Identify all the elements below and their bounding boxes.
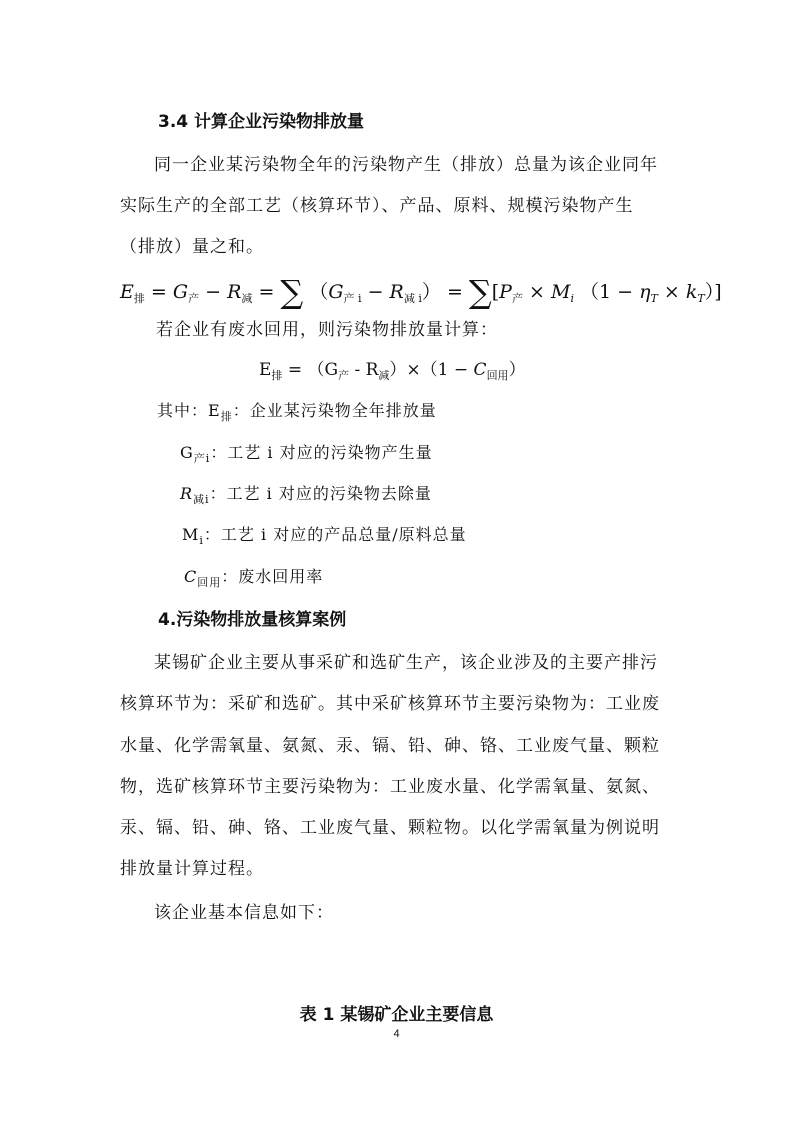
paragraph-line: 汞、镉、铅、砷、铬、工业废气量、颗粒物。以化学需氧量为例说明 [120, 818, 660, 838]
section-heading-3-4: 3.4 计算企业污染物排放量 [158, 112, 365, 132]
paragraph-line: 核算环节为：采矿和选矿。其中采矿核算环节主要污染物为：工业废 [120, 694, 660, 714]
paragraph-line: 排放量计算过程。 [120, 859, 264, 879]
paragraph-line: 同一企业某污染物全年的污染物产生（排放）总量为该企业同年 [154, 155, 658, 175]
emission-formula: $E_排 = G_产 - R_减$ = ∑ $(G_{产 i} - R_{减 i}) = \sum[P_产 \times M_i$ $(1 - \eta_T \times k_T)$] [120, 273, 722, 311]
section-heading-4: 4.污染物排放量核算案例 [158, 610, 347, 630]
page-number: 4 [393, 1028, 400, 1040]
definition-e: 其中：$E_排$：企业某污染物全年排放量 [157, 401, 437, 423]
paragraph-line: 水量、化学需氧量、氨氮、汞、镉、铅、砷、铬、工业废气量、颗粒 [120, 736, 660, 756]
info-intro: 该企业基本信息如下： [154, 903, 334, 923]
paragraph-line: （排放）量之和。 [120, 237, 264, 257]
reuse-formula: $E_排 = (G_产 - R_减)\times(1 - C_{回用})$ [259, 360, 526, 382]
definition-m: $M_i$：工艺 i 对应的产品总量/原料总量 [182, 525, 467, 547]
table-caption: 表 1 某锡矿企业主要信息 [299, 1005, 494, 1025]
paragraph-line: 某锡矿企业主要从事采矿和选矿生产，该企业涉及的主要产排污 [154, 653, 658, 673]
paragraph-line: 实际生产的全部工艺（核算环节）、产品、原料、规模污染物产生 [120, 196, 634, 216]
paragraph-line: 物，选矿核算环节主要污染物为：工业废水量、化学需氧量、氨氮、 [120, 777, 660, 797]
definition-r: $R_{减i}$：工艺 i 对应的污染物去除量 [180, 484, 432, 506]
definition-c: $C_{回用}$：废水回用率 [184, 567, 324, 589]
reuse-intro: 若企业有废水回用，则污染物排放量计算： [156, 320, 498, 340]
definition-g: $G_{产i}$：工艺 i 对应的污染物产生量 [180, 443, 433, 465]
